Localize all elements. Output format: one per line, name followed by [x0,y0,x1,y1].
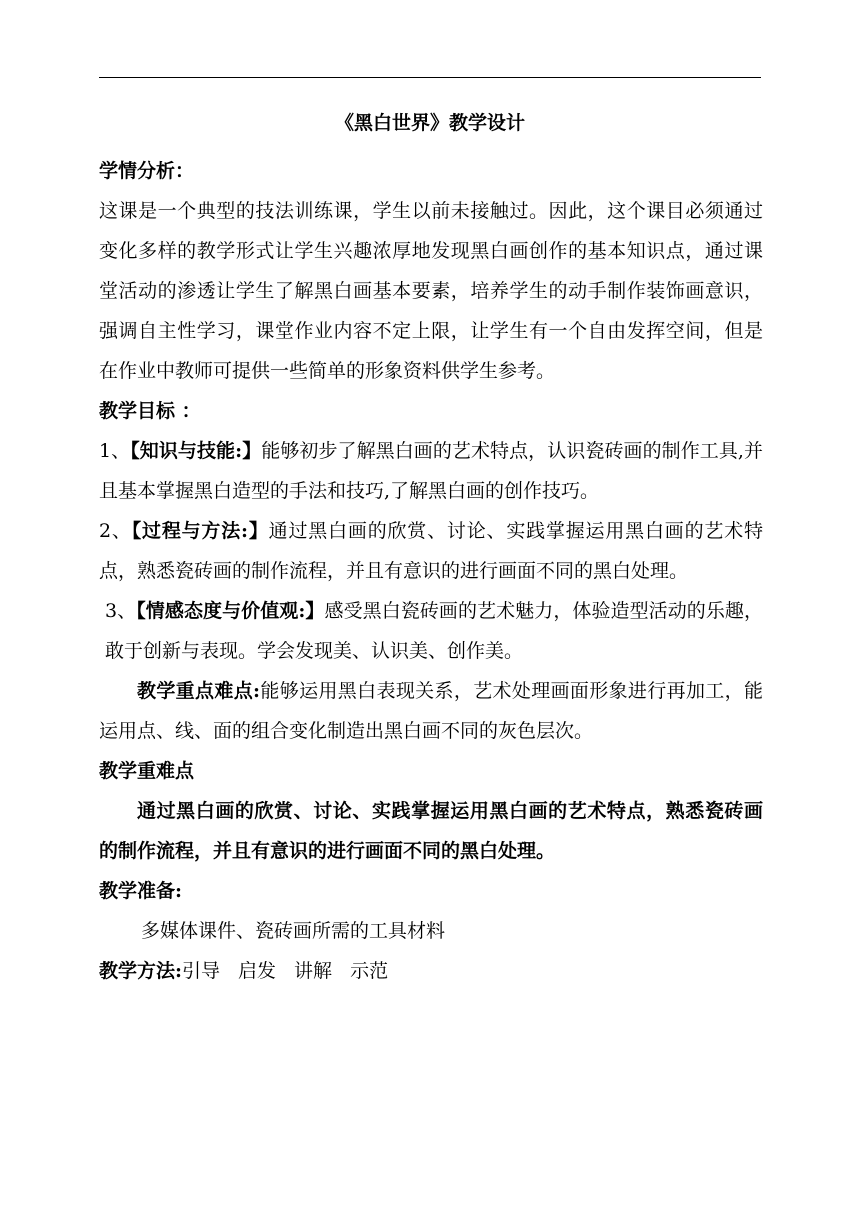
method-item: 讲解 [294,960,333,982]
analysis-heading: 学情分析： [99,160,195,182]
objective-label: 【知识与技能:】 [130,440,262,462]
document-title: 《黑白世界》教学设计 [334,112,525,134]
objective-item-2 [99,511,763,591]
key-points-label: 教学重点难点: [137,680,261,702]
objective-number: 3、 [105,600,137,622]
key-points-paragraph [99,671,763,751]
method-item: 启发 [238,960,277,982]
preparation-heading: 教学准备: [99,880,183,902]
document-body [99,151,763,991]
objective-text: 能够初步了解黑白画的艺术特点，认识瓷砖画的制作工具,并且基本掌握黑白造型的手法和技巧,了解黑白画的创作技巧。 [99,440,763,502]
methods-line [99,951,763,991]
objective-label: 【过程与方法:】 [131,520,269,542]
objectives-heading: 教学目标 ： [99,400,201,422]
method-item: 示范 [350,960,389,982]
objective-text: 通过黑白画的欣赏、讨论、实践掌握运用黑白画的艺术特点，熟悉瓷砖画的制作流程，并且有意识的进行画面不同的黑白处理。 [99,520,763,582]
key-points-text: 能够运用黑白表现关系，艺术处理画面形象进行再加工，能运用点、线、面的组合变化制造出黑白画不同的灰色层次。 [99,680,763,742]
objective-number: 2、 [99,520,132,542]
difficulty-paragraph: 通过黑白画的欣赏、讨论、实践掌握运用黑白画的艺术特点，熟悉瓷砖画的制作流程，并且有意识的进行画面不同的黑白处理。 [99,800,763,862]
methods-label: 教学方法: [99,960,183,982]
objective-text: 感受黑白瓷砖画的艺术魅力，体验造型活动的乐趣，敢于创新与表现。学会发现美、认识美、创作美。 [105,600,763,662]
preparation-text: 多媒体课件、瓷砖画所需的工具材料 [141,920,446,942]
objective-item-1 [99,431,763,511]
objective-label: 【情感态度与价值观:】 [136,600,325,622]
method-item: 引导 [182,960,221,982]
header-rule [99,77,761,78]
analysis-paragraph: 这课是一个典型的技法训练课，学生以前未接触过。因此，这个课目必须通过变化多样的教学形式让学生兴趣浓厚地发现黑白画创作的基本知识点，通过课堂活动的渗透让学生了解黑白画基本要素，培养学生的动手制作装饰画意识，强调自主性学习，课堂作业内容不定上限，让学生有一个自由发挥空间，但是在作业中教师可提供一些简单的形象资料供学生参考。 [99,200,763,382]
objective-number: 1、 [99,440,131,462]
difficulty-heading: 教学重难点 [99,760,195,782]
objective-item-3 [99,591,763,671]
